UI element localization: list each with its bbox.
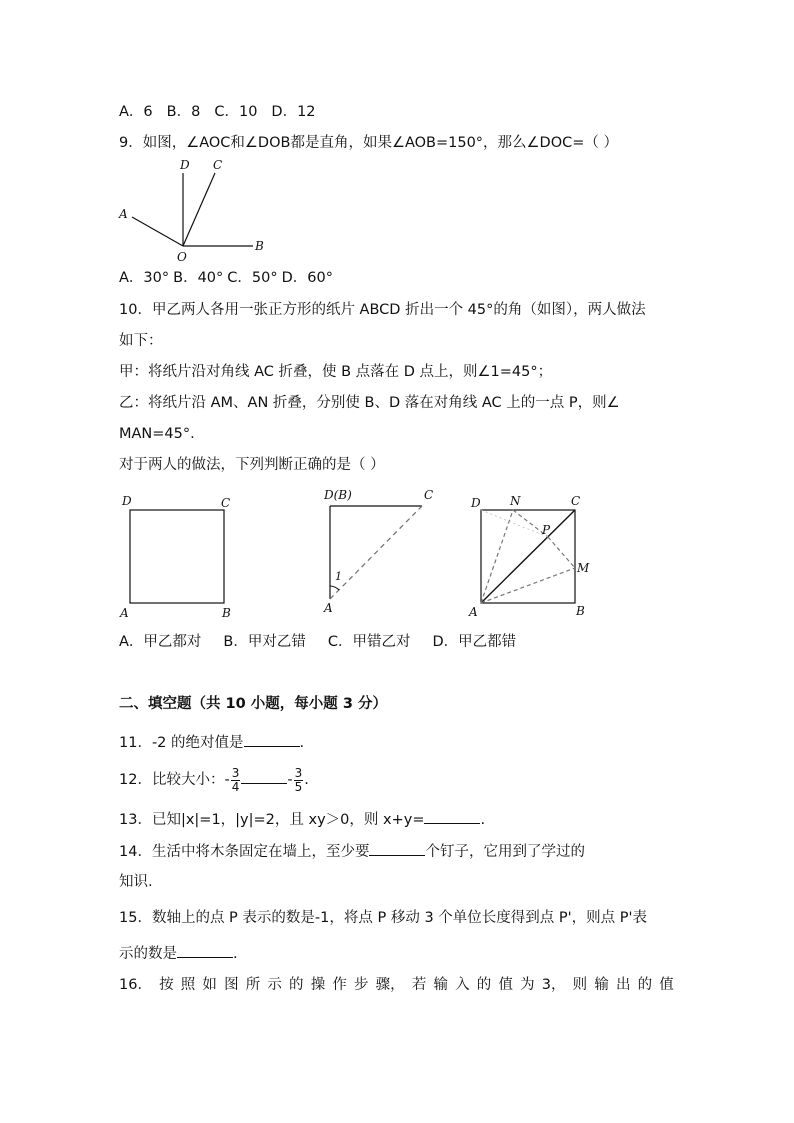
square-abcd: [130, 510, 224, 603]
q13-text: 13．已知|x|=1，|y|=2，且 xy＞0，则 x+y=: [119, 812, 425, 828]
section-2-title: 二、填空题（共 10 小题，每小题 3 分）: [119, 696, 387, 712]
q10-figure-jia-fold: [318, 486, 448, 621]
q13-answer-blank[interactable]: [424, 809, 480, 824]
q16-word: 示: [267, 977, 282, 993]
label-b: B: [576, 604, 585, 618]
q16-word: 3，: [541, 977, 566, 993]
label-n: N: [510, 494, 521, 508]
q14-answer-blank[interactable]: [369, 841, 425, 856]
label-d: D: [471, 496, 481, 510]
q10-line3: 甲：将纸片沿对角线 AC 折叠，使 B 点落在 D 点上，则∠1=45°；: [119, 364, 553, 380]
q8-option-c: C．10: [214, 104, 258, 120]
q15-line2: [119, 943, 238, 964]
q10-line1: 10．甲乙两人各用一张正方形的纸片 ABCD 折出一个 45°的角（如图），两人做法: [119, 302, 646, 318]
q16-word: 输: [433, 977, 448, 993]
q16-word: 图: [224, 977, 239, 993]
diagonal-ac: [481, 510, 575, 603]
label-angle-1: 1: [335, 570, 342, 583]
q16-word: 的: [637, 977, 653, 993]
q10-line2: 如下：: [119, 333, 163, 349]
q16-word: 值: [498, 977, 513, 993]
label-b: B: [222, 606, 231, 620]
q16-word: 出: [615, 977, 631, 993]
q11-text: 11．-2 的绝对值是: [119, 735, 244, 751]
label-b: B: [255, 239, 264, 253]
q10-option-c: C．甲错乙对: [327, 634, 411, 650]
q10-option-d: D．甲乙都错: [432, 634, 517, 650]
q16-word: 按: [159, 977, 174, 993]
q10-line6: 对于两人的做法，下列判断正确的是（ ）: [119, 457, 385, 473]
label-c: C: [213, 158, 223, 172]
label-a: A: [469, 605, 478, 619]
label-d: D: [122, 494, 132, 508]
q16-word: 作: [332, 977, 347, 993]
q10-figure-square: [115, 488, 245, 623]
q15-period: .: [233, 946, 238, 962]
fold-am: [481, 568, 575, 603]
q12-frac1-den: 4: [231, 779, 240, 794]
q16-word: 的: [476, 977, 492, 993]
q10-line4: 乙：将纸片沿 AM、AN 折叠，分别使 B、D 落在对角线 AC 上的一点 P，则∠: [119, 395, 620, 411]
label-c: C: [221, 496, 231, 510]
q12-frac2-num: 3: [294, 765, 303, 780]
q16-word: 则: [572, 977, 588, 993]
q8-option-d: D．12: [271, 104, 316, 120]
q8-option-a: A．6: [119, 104, 153, 120]
fold-diagonal-ac: [330, 506, 422, 599]
label-o: O: [177, 250, 187, 264]
q16-word: 输: [594, 977, 609, 993]
q16-word: 骤，: [375, 977, 405, 993]
label-a: A: [119, 207, 128, 221]
label-c: C: [424, 488, 434, 502]
label-db: D(B): [324, 488, 352, 502]
q14-text: 14．生活中将木条固定在墙上，至少要: [119, 844, 370, 860]
ray-oa: [132, 217, 183, 246]
q16-word: 步: [354, 977, 369, 993]
q16-word: 为: [520, 977, 535, 993]
q16-word: 照: [180, 977, 196, 993]
label-a: A: [324, 601, 333, 615]
q16-line1: [119, 975, 674, 995]
q12-minus: -: [287, 772, 293, 788]
q12-fraction-1: [231, 767, 241, 794]
q13: [119, 809, 485, 830]
q9-angle-figure: [110, 155, 270, 265]
q16-word: 所: [245, 977, 261, 993]
label-d: D: [180, 158, 190, 172]
label-c: C: [571, 494, 581, 508]
q12-fraction-2: [294, 767, 304, 794]
q11-answer-blank[interactable]: [244, 732, 300, 747]
q13-period: .: [480, 812, 486, 828]
q12-frac1-num: 3: [231, 765, 240, 780]
q11: [119, 732, 304, 753]
q16-word: 如: [202, 977, 217, 993]
segment-dp: [481, 510, 548, 537]
q9-stem: 9．如图，∠AOC和∠DOB都是直角，如果∠AOB=150°，那么∠DOC=（ ）: [119, 135, 619, 151]
q10-options: [119, 632, 530, 652]
q15-text: 示的数是: [119, 946, 177, 962]
ray-oc: [183, 173, 215, 246]
label-p: P: [542, 523, 551, 537]
q16-word: 16．: [119, 977, 152, 993]
q9-option-d: D．60°: [281, 270, 333, 286]
fold-an: [481, 510, 513, 603]
q9-option-b: B．40°: [173, 270, 224, 286]
angle-1-arc: [330, 586, 339, 590]
q12-answer-blank[interactable]: [241, 769, 287, 784]
q12-frac2-den: 5: [294, 779, 303, 794]
q10-line5: MAN=45°.: [119, 426, 195, 442]
q12-text: 12．比较大小：-: [119, 772, 230, 788]
q9-options: [119, 268, 347, 288]
label-a: A: [120, 606, 129, 620]
q12-period: .: [304, 772, 309, 788]
q14-line2: 知识.: [119, 874, 153, 890]
label-m: M: [577, 561, 590, 575]
segment-pm: [548, 537, 575, 568]
q14: [119, 841, 585, 862]
q10-option-a: A．甲乙都对: [119, 634, 202, 650]
q16-word: 的: [289, 977, 304, 993]
q9-option-c: C．50°: [227, 270, 278, 286]
q16-word: 入: [455, 977, 470, 993]
q14-text-after: 个钉子，它用到了学过的: [425, 844, 585, 860]
q10-option-b: B．甲对乙错: [223, 634, 306, 650]
q15-line1: 15．数轴上的点 P 表示的数是-1，将点 P 移动 3 个单位长度得到点 P'，则点 P'表: [119, 910, 647, 926]
q8-option-b: B．8: [166, 104, 201, 120]
q9-option-a: A．30°: [119, 270, 170, 286]
q15-answer-blank[interactable]: [177, 943, 233, 958]
q16-word: 若: [411, 977, 427, 993]
q8-options: [119, 102, 330, 122]
q11-period: .: [299, 735, 305, 751]
q12: [119, 766, 309, 794]
q16-word: 操: [310, 977, 326, 993]
q10-figure-yi-fold: [465, 488, 595, 623]
q16-word: 值: [659, 977, 674, 993]
